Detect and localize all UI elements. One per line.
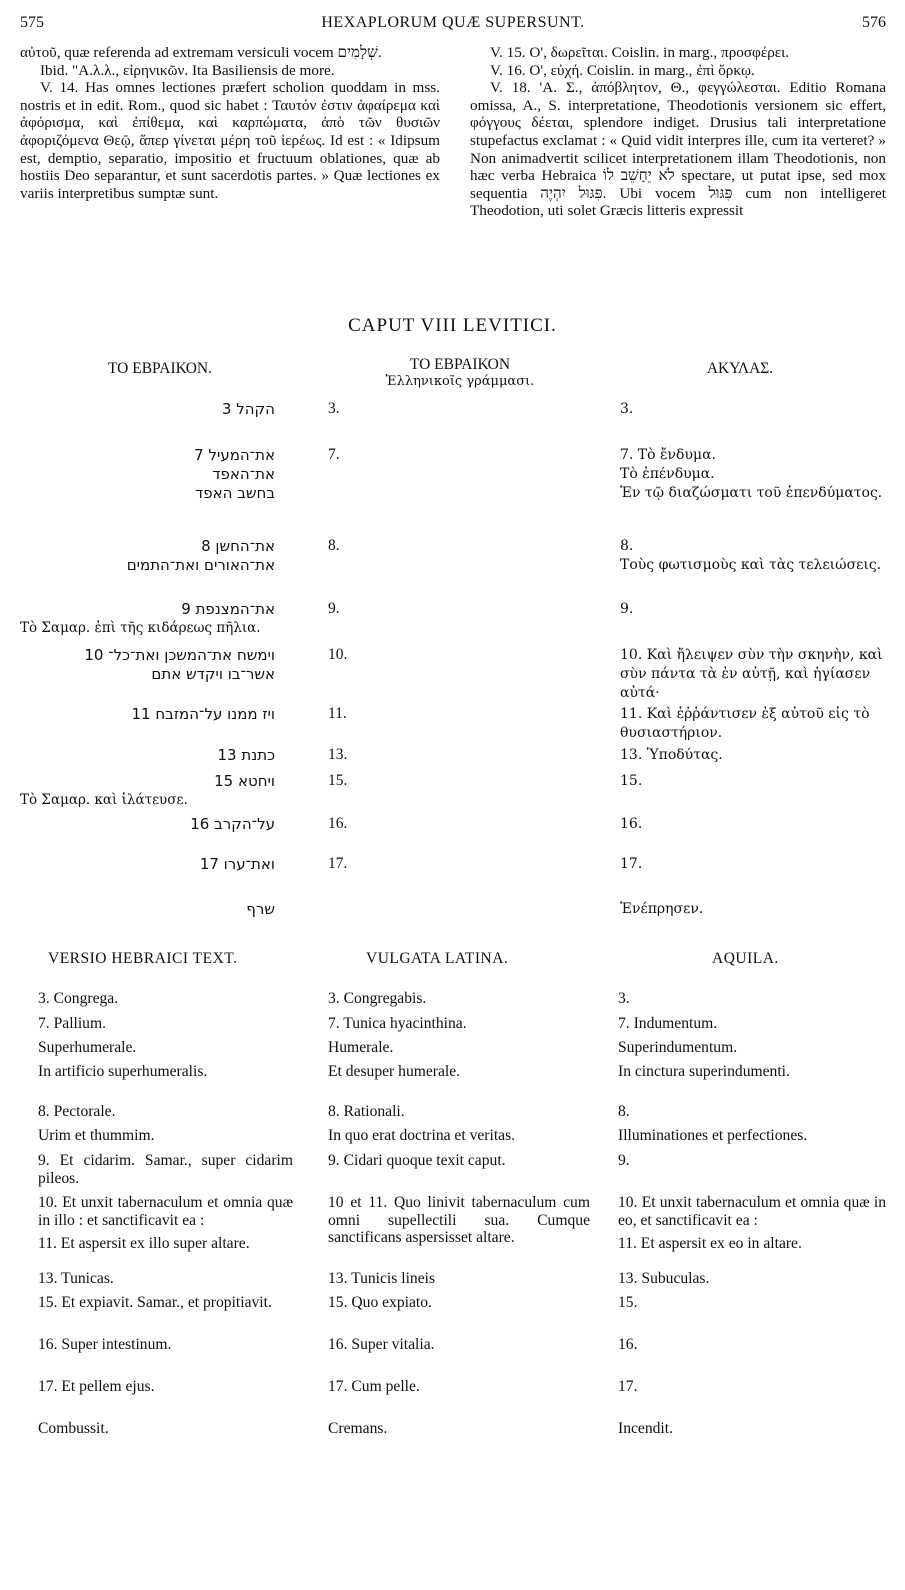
- column-subheader-greek-letters: Ἑλληνικοῖς γράμμασι.: [385, 374, 535, 389]
- hebrew-line: בחשב האפד: [195, 484, 275, 502]
- hebrew-cell: [20, 600, 275, 638]
- column-header-vulgata: VULGATA LATINA.: [366, 950, 509, 967]
- aquila-greek-cell: [620, 600, 888, 619]
- verse-number: 13.: [328, 746, 348, 763]
- aquila-greek-cell: [620, 900, 888, 919]
- chapter-title: CAPUT VIII LEVITICI.: [348, 315, 557, 336]
- hebrew-cell: [20, 705, 275, 724]
- vulgata-cell: Cremans.: [328, 1420, 388, 1437]
- vulgata-cell: In quo erat doctrina et veritas.: [328, 1127, 516, 1144]
- verse-number: 7.: [328, 446, 340, 463]
- versio-cell: 15. Et expiavit. Samar., et propitiavit.: [38, 1294, 272, 1311]
- aquila-greek-cell: [620, 537, 888, 575]
- verse-number: 15.: [328, 772, 348, 789]
- versio-cell: 10. Et unxit tabernaculum et omnia quæ in illo : et sanctificavit ea :: [38, 1194, 293, 1229]
- aquila-line: Ἐν τῷ διαζώσματι τοῦ ἐπενδύματος.: [620, 485, 883, 501]
- aquila-greek-cell: [620, 855, 888, 874]
- aquila-line: 7. Τὸ ἔνδυμα.: [620, 447, 716, 463]
- aquila-greek-cell: [620, 446, 888, 503]
- aquila-line: 10. Καὶ ἤλειψεν σὺν τὴν σκηνὴν, καὶ σὺν πάντα τὰ ἐν αὐτῇ, καὶ ἡγίασεν αὐτά·: [620, 647, 883, 701]
- aquila-latin-cell: 16.: [618, 1336, 638, 1353]
- hebrew-line: 11 ויז ממנו על־המזבח: [131, 705, 275, 723]
- verse-number: 16.: [328, 815, 348, 832]
- page-number-left: 575: [20, 14, 44, 31]
- hebrew-cell: [20, 400, 275, 419]
- vulgata-cell: 8. Rationali.: [328, 1103, 405, 1120]
- hebrew-line: 3 הקהל: [221, 400, 275, 418]
- aquila-latin-cell: 9.: [618, 1152, 630, 1169]
- verse-number: 8.: [328, 537, 340, 554]
- note-paragraph: V. 18. 'Α. Σ., ἀπόβλητον, Θ., φεγγώλεσται. Editio Romana omissa, A., S. interpretatione, Theodotionis versionem sic effert, φόγγους δέεται, splendore indiget. Drusius tali interpretatione stupefactus exclamat : « Quid vidit interpres ille, cum ita verteret? » Non animadvertit scilicet interpretationem illam Theodotionis, non hæc verba Hebraica לֹא יֵחָשֵׁב לוֹ spectare, ut putat ipse, sed mox sequentia פִּגּוּל יִהְיֶה. Ubi vocem פִּגּוּל cum non intelligeret Theodotion, uti solet Græcis litteris expressit: [470, 79, 887, 220]
- aquila-latin-cell: 10. Et unxit tabernaculum et omnia quæ in eo, et sanctificavit ea :: [618, 1194, 886, 1229]
- versio-cell: 9. Et cidarim. Samar., super cidarim pileos.: [38, 1152, 293, 1187]
- aquila-greek-cell: [620, 772, 888, 791]
- vulgata-cell: 10 et 11. Quo linivit tabernaculum cum omni supellectili sua. Cumque sanctificans aspersisset altare.: [328, 1194, 590, 1246]
- vulgata-cell: 9. Cidari quoque texit caput.: [328, 1152, 506, 1169]
- hebrew-cell: [20, 646, 275, 684]
- versio-cell: 11. Et aspersit ex illo super altare.: [38, 1235, 250, 1252]
- hebrew-cell: [20, 900, 275, 919]
- hebrew-line: אשר־בו ויקדש אתם: [151, 665, 275, 683]
- aquila-greek-cell: [620, 400, 888, 419]
- aquila-latin-cell: Superindumentum.: [618, 1039, 738, 1056]
- hebrew-line: 17 ואת־ערו: [199, 855, 275, 873]
- vulgata-cell: 7. Tunica hyacinthina.: [328, 1015, 467, 1032]
- aquila-latin-cell: Incendit.: [618, 1420, 673, 1437]
- note-paragraph: Ibid. "Α.λ.λ., εἰρηνικῶν. Ita Basiliensis de more.: [40, 61, 335, 79]
- aquila-line: Τὸ ἐπένδυμα.: [620, 466, 715, 482]
- aquila-latin-cell: 13. Subuculas.: [618, 1270, 710, 1287]
- hebrew-line: Τὸ Σαμαρ. καὶ ἱλάτευσε.: [20, 792, 188, 808]
- hebrew-cell: [20, 772, 275, 810]
- aquila-line: 9.: [620, 601, 634, 617]
- aquila-line: Τοὺς φωτισμοὺς καὶ τὰς τελειώσεις.: [620, 557, 882, 573]
- aquila-greek-cell: [620, 705, 888, 743]
- column-header-hebrew-greek: ΤΟ ΕΒΡΑΙΚΟΝ: [409, 356, 511, 373]
- aquila-latin-cell: 17.: [618, 1378, 638, 1395]
- verse-number: 17.: [328, 855, 348, 872]
- hebrew-line: 8 את־החשן: [201, 537, 275, 555]
- aquila-line: 3.: [620, 401, 634, 417]
- note-paragraph: V. 15. Ο', δωρεῖται. Coislin. in marg., προσφέρει.: [490, 44, 790, 61]
- verse-number: 11.: [328, 705, 347, 722]
- verse-number: 9.: [328, 600, 340, 617]
- verse-number: 3.: [328, 400, 340, 417]
- aquila-latin-cell: 8.: [618, 1103, 630, 1120]
- versio-cell: 16. Super intestinum.: [38, 1336, 172, 1353]
- page-number-right: 576: [862, 14, 886, 31]
- aquila-line: Ἐνέπρησεν.: [620, 901, 704, 917]
- running-header: [20, 14, 886, 36]
- note-paragraph: αὐτοῦ, quæ referenda ad extremam versiculi vocem שְׁלָמִים.: [20, 44, 382, 61]
- vulgata-cell: 3. Congregabis.: [328, 990, 427, 1007]
- vulgata-cell: 17. Cum pelle.: [328, 1378, 420, 1395]
- versio-cell: Superhumerale.: [38, 1039, 137, 1056]
- vulgata-cell: 15. Quo expiato.: [328, 1294, 432, 1311]
- vulgata-cell: 13. Tunicis lineis: [328, 1270, 436, 1287]
- aquila-latin-cell: 7. Indumentum.: [618, 1015, 718, 1032]
- hebrew-cell: [20, 537, 275, 575]
- hebrew-cell: [20, 446, 275, 503]
- versio-cell: 8. Pectorale.: [38, 1103, 116, 1120]
- hebrew-line: 15 ויחטא: [214, 772, 275, 790]
- aquila-greek-cell: [620, 646, 888, 703]
- aquila-latin-cell: Illuminationes et perfectiones.: [618, 1127, 808, 1144]
- aquila-line: 8.: [620, 538, 634, 554]
- hebrew-line: Τὸ Σαμαρ. ἐπὶ τῆς κιδάρεως πῆλια.: [20, 620, 261, 636]
- versio-cell: Urim et thummim.: [38, 1127, 155, 1144]
- hebrew-line: את־האפד: [212, 465, 275, 483]
- aquila-line: 17.: [620, 856, 643, 872]
- versio-cell: 7. Pallium.: [38, 1015, 107, 1032]
- hebrew-line: 7 את־המעיל: [194, 446, 275, 464]
- hebrew-cell: [20, 855, 275, 874]
- versio-cell: 17. Et pellem ejus.: [38, 1378, 155, 1395]
- hebrew-line: 16 על־הקרב: [190, 815, 275, 833]
- vulgata-cell: 16. Super vitalia.: [328, 1336, 435, 1353]
- aquila-line: 15.: [620, 773, 643, 789]
- running-title: HEXAPLORUM QUÆ SUPERSUNT.: [321, 14, 585, 31]
- aquila-latin-cell: 15.: [618, 1294, 638, 1311]
- notes-left-column: [20, 44, 440, 202]
- column-header-aquila-greek: ΑΚΥΛΑΣ.: [706, 360, 774, 377]
- vulgata-cell: Humerale.: [328, 1039, 394, 1056]
- aquila-greek-cell: [620, 746, 888, 765]
- hebrew-line: 10 וימשח את־המשכן ואת־כל־: [84, 646, 275, 664]
- aquila-latin-cell: 3.: [618, 990, 630, 1007]
- column-header-hebrew: ΤΟ ΕΒΡΑΙΚΟΝ.: [107, 360, 213, 377]
- versio-cell: In artificio superhumeralis.: [38, 1063, 208, 1080]
- vulgata-cell: Et desuper humerale.: [328, 1063, 461, 1080]
- verse-number: 10.: [328, 646, 348, 663]
- notes-right-column: [470, 44, 886, 220]
- hebrew-cell: [20, 746, 275, 765]
- hebrew-line: את־האורים ואת־התמים: [126, 556, 275, 574]
- aquila-line: 13. Ὑποδύτας.: [620, 747, 723, 763]
- aquila-greek-cell: [620, 815, 888, 834]
- note-paragraph: V. 14. Has omnes lectiones præfert scholion quoddam in mss. nostris et in edit. Rom., quod sic habet : Ταυτόν ἐστιν ἀφαίρεμα καὶ ἀφόρισμα, καὶ ἐπίθεμα, καὶ καρπώματα, ἀπὸ τῶν θυσιῶν ἀφοριζόμενα Θεῷ, ἅπερ γίνεται μέρη τοῦ ἱερέως. Id est : « Idipsum est, demptio, separatio, impositio et fructuum oblationes, quæ ab hostiis Deo separantur, et sunt sacerdotis partes. » Quæ lectiones ex variis interpretibus sumptæ sunt.: [20, 79, 440, 202]
- aquila-line: 11. Καὶ ἐῤῥάντισεν ἐξ αὐτοῦ εἰς τὸ θυσιαστήριον.: [620, 706, 870, 741]
- versio-cell: Combussit.: [38, 1420, 109, 1437]
- column-header-aquila-latin: AQUILA.: [712, 950, 779, 967]
- versio-cell: 13. Tunicas.: [38, 1270, 114, 1287]
- hebrew-line: 13 כתנת: [217, 746, 275, 764]
- hebrew-line: 9 את־המצנפת: [181, 600, 275, 618]
- versio-cell: 3. Congrega.: [38, 990, 119, 1007]
- hebrew-line: שרף: [246, 900, 275, 918]
- column-header-versio: VERSIO HEBRAICI TEXT.: [48, 950, 238, 967]
- aquila-latin-cell: 11. Et aspersit ex eo in altare.: [618, 1235, 802, 1252]
- hebrew-cell: [20, 815, 275, 834]
- note-paragraph: V. 16. Ο', εὐχή. Coislin. in marg., ἐπὶ ὅρκῳ.: [490, 61, 755, 79]
- aquila-latin-cell: In cinctura superindumenti.: [618, 1063, 790, 1080]
- aquila-line: 16.: [620, 816, 643, 832]
